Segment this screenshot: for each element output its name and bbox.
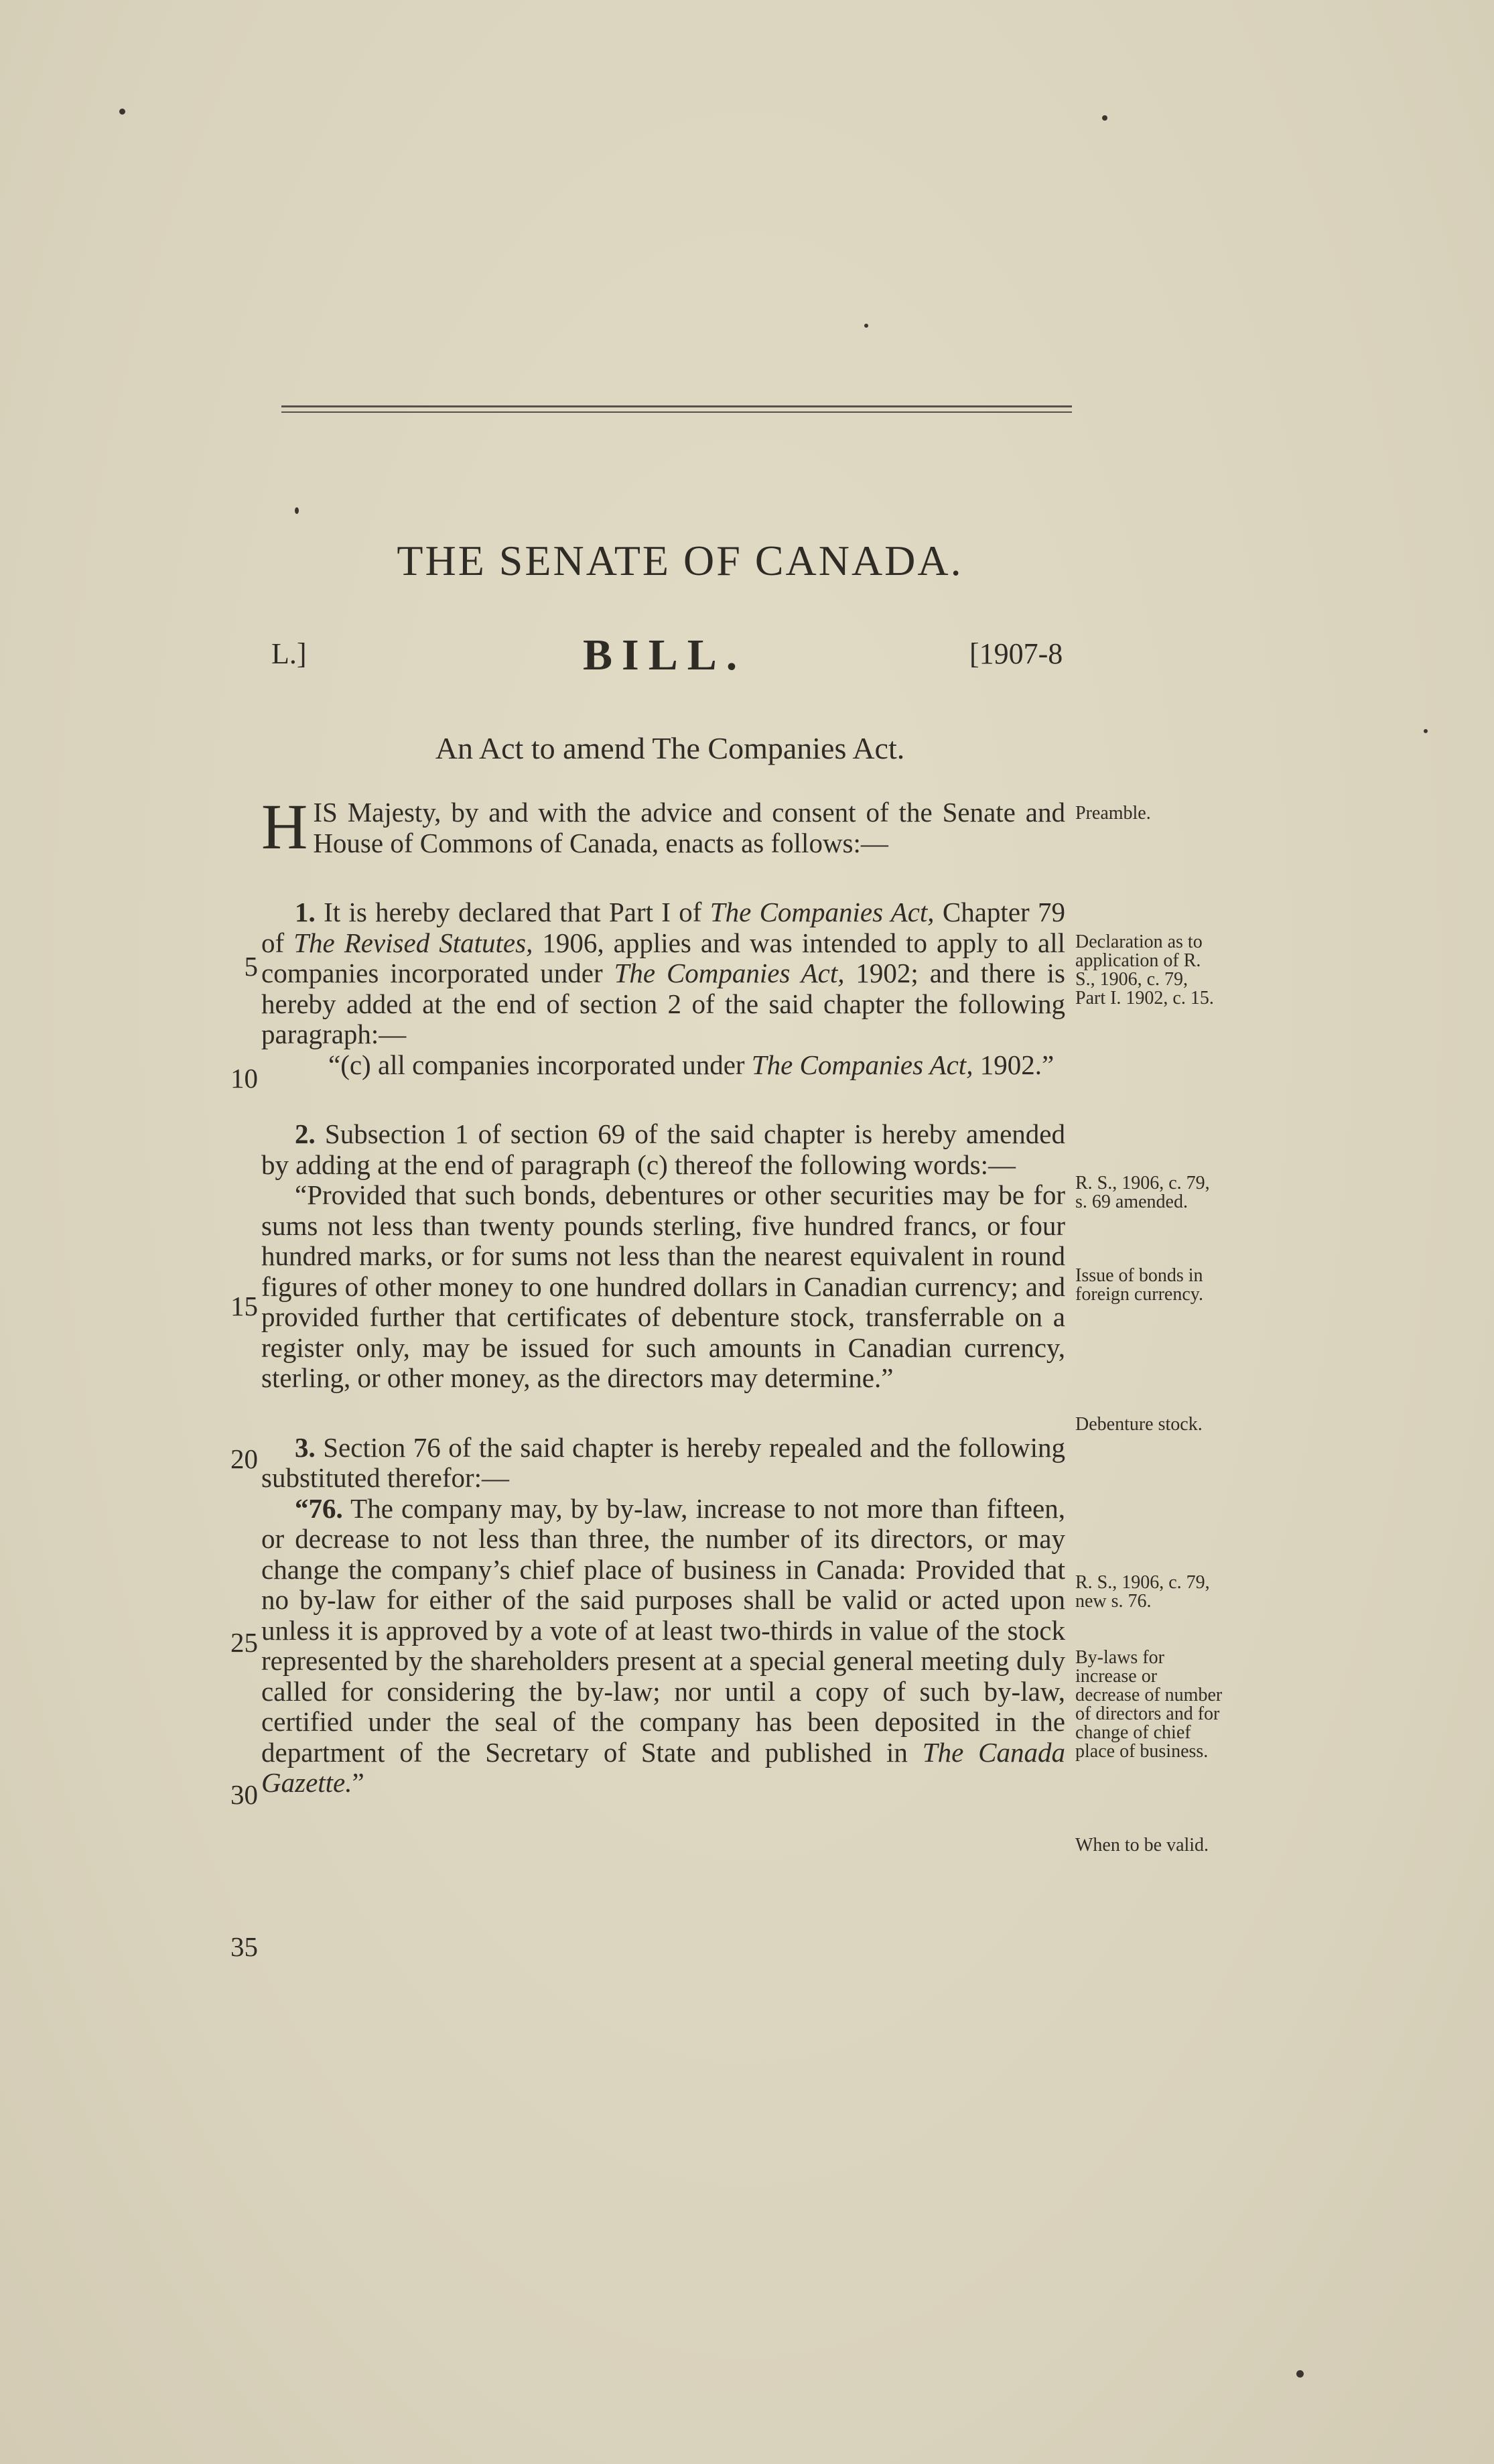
section-text: 1902; and there is hereby added at the end of section 2 of the said chapter the following paragraph:— [261, 958, 1065, 1049]
dropcap: H [261, 791, 308, 862]
paper-speck [1296, 2370, 1304, 2378]
new-section-number: “76. [295, 1492, 343, 1524]
line-number: 30 [230, 1779, 258, 1810]
paper-speck [864, 324, 868, 328]
paper-speck [1424, 729, 1428, 733]
margin-note-section-2: R. S., 1906, c. 79, s. 69 amended. [1075, 1173, 1210, 1212]
line-number: 15 [230, 1291, 258, 1321]
line-number: 5 [244, 951, 258, 982]
section-3-quote [261, 1494, 1065, 1799]
line-number: 25 [230, 1627, 258, 1658]
line-number: 20 [230, 1443, 258, 1474]
section-text: 1906, applies and was intended to apply to all companies incorporated under [261, 927, 1066, 988]
section-number: 1. [295, 897, 316, 927]
paper-speck [1102, 115, 1107, 121]
section-text: Section 76 of the said chapter is hereby repealed and the following substituted therefor:— [261, 1431, 1065, 1493]
preamble-text: IS Majesty, by and with the advice and consent of the Senate and House of Commons of Canada, enacts as follows:— [313, 797, 1065, 858]
line-number: 10 [230, 1063, 258, 1094]
bill-body [261, 791, 1066, 1799]
section-3 [261, 1433, 1065, 1494]
quote-text: The company may, by by-law, increase to not more than fifteen, or decrease to not less than three, the number of its directors, or may change the company’s chief place of business in Canada: Provided that no by-law for either of the said purposes shall be valid or acted upon unless it is approved by a vote of at least two-thirds in value of the stock represented by the shareholders present at a special general meeting duly called for considering the by-law; nor until a copy of such by-law, certified under the seal of the company has been deposited in the department of the Secretary of State and published in [261, 1492, 1065, 1768]
section-text: It is hereby declared that Part I of [315, 897, 710, 927]
margin-note-section-1: Declaration as to application of R. S., 1906, c. 79, Part I. 1902, c. 15. [1075, 931, 1214, 1009]
section-2 [261, 1119, 1065, 1180]
italic-title: The Canada Gazette. [261, 1736, 1065, 1798]
section-text: Chapter 79 of [261, 897, 1065, 958]
section-text: Subsection 1 of section 69 of the said chapter is hereby amended by adding at the end of paragraph (c) thereof the following words:— [261, 1118, 1065, 1180]
margin-note-section-2-bonds: Issue of bonds in foreign currency. [1075, 1265, 1203, 1305]
italic-title: The Companies Act, [709, 897, 935, 927]
line-number: 35 [230, 1931, 258, 1962]
quote-text: ” [352, 1767, 364, 1798]
italic-title: The Revised Statutes, [293, 927, 533, 958]
bill-label: BILL. [583, 631, 747, 679]
page-title: THE SENATE OF CANADA. [397, 537, 963, 584]
margin-note-preamble: Preamble. [1075, 803, 1151, 824]
margin-note-section-3-bylaws: By-laws for increase or decrease of number of directors and for change of chief place of business. [1075, 1647, 1223, 1762]
paper-speck [119, 109, 125, 115]
preamble [261, 791, 1065, 862]
quote-text: 1902.” [973, 1049, 1055, 1080]
section-number: 2. [295, 1118, 316, 1149]
session-year: [1907-8 [969, 637, 1063, 670]
italic-title: The Companies Act, [614, 958, 845, 988]
top-rule [281, 405, 1072, 407]
quote-text: “(c) all companies incorporated under [328, 1049, 752, 1080]
section-2-quote: “Provided that such bonds, debentures or other securities may be for sums not less than twenty pounds sterling, five hundred francs, or four hundred marks, or for sums not less than the nearest equivalent in round figures of other money to one hundred dollars in Canadian currency; and provided further that certificates of debenture stock, transferrable on a register only, may be issued for such amounts in Canadian currency, sterling, or other money, as the directors may determine.” [261, 1179, 1065, 1393]
section-1-quote [261, 1050, 1065, 1081]
section-number: 3. [295, 1431, 316, 1463]
act-title: An Act to amend The Companies Act. [435, 731, 905, 765]
margin-note-section-3-valid: When to be valid. [1075, 1835, 1209, 1856]
italic-title: The Companies Act, [751, 1049, 973, 1080]
paper-speck [295, 507, 299, 514]
margin-note-section-3: R. S., 1906, c. 79, new s. 76. [1075, 1572, 1210, 1612]
margin-note-section-2-debenture: Debenture stock. [1075, 1414, 1203, 1435]
top-rule-inner [281, 411, 1072, 413]
section-1 [261, 897, 1065, 1050]
bill-letter: L.] [271, 637, 307, 670]
